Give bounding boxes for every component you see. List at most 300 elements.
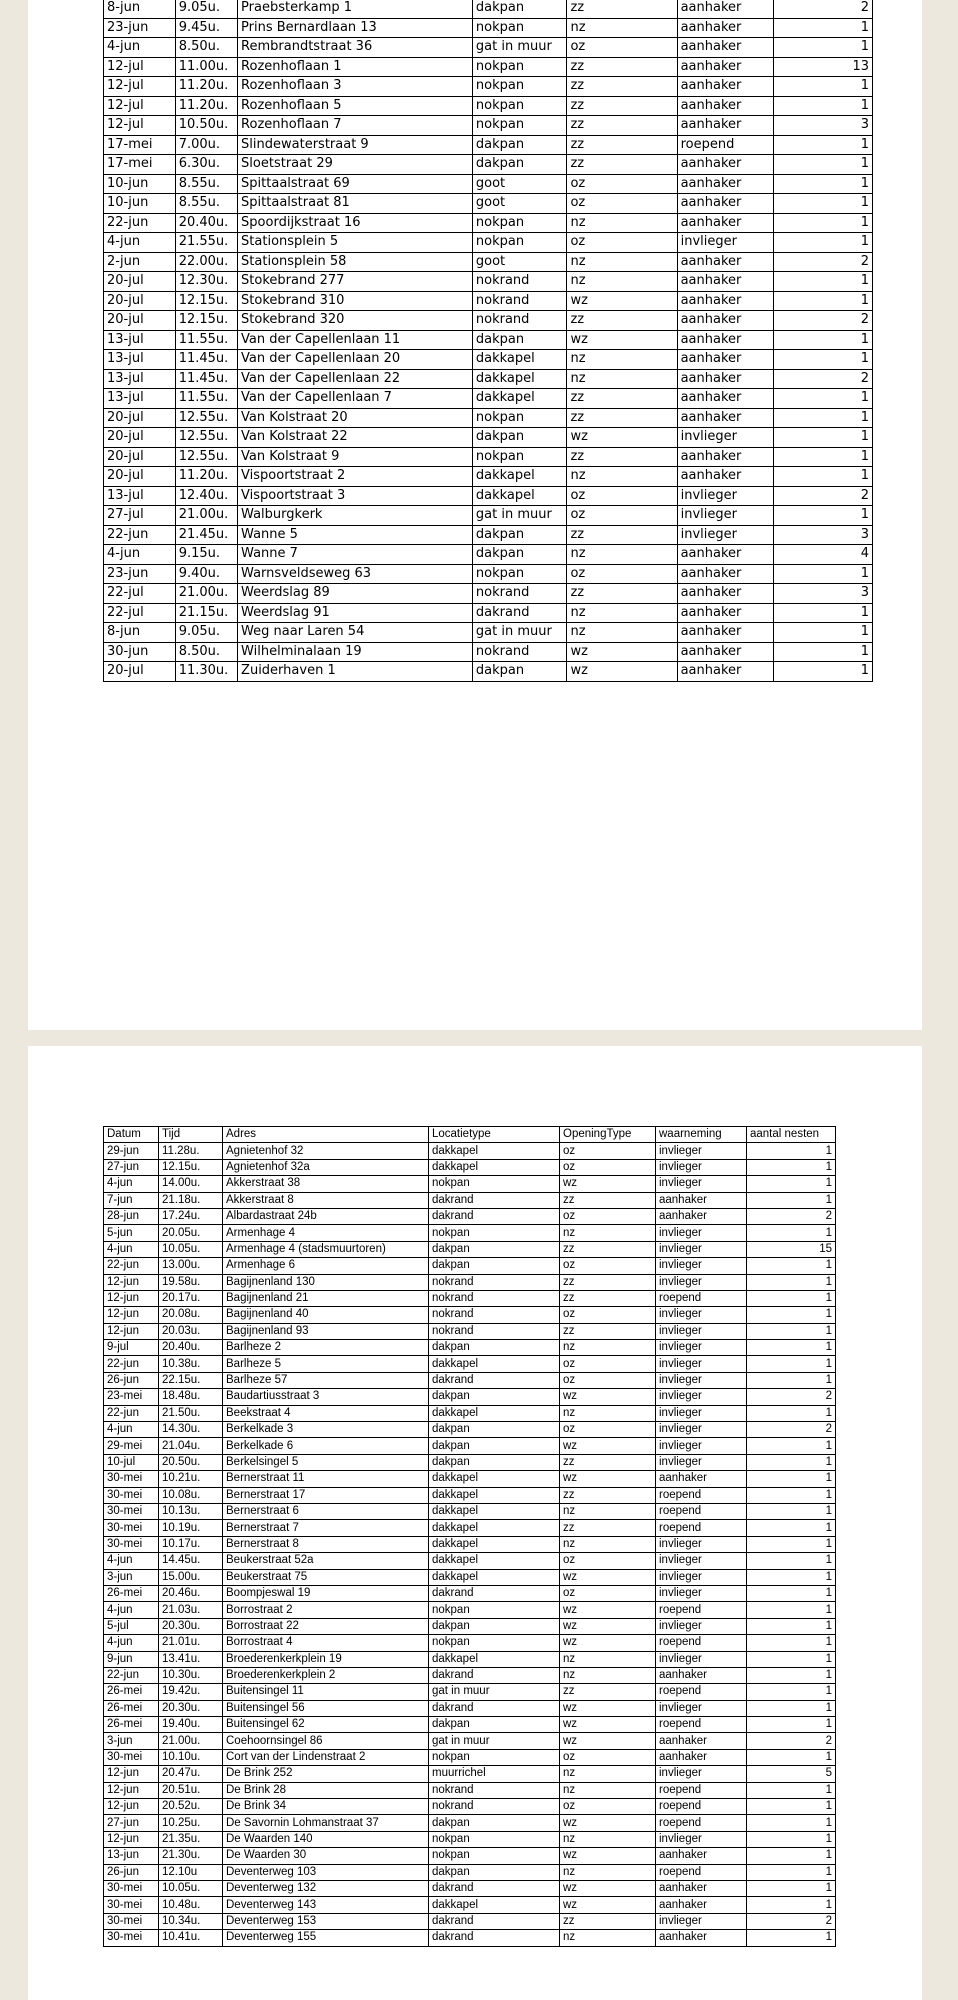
- cell-waarneming: aanhaker: [677, 57, 774, 77]
- table-row: [104, 1733, 836, 1749]
- cell-waarneming: aanhaker: [656, 1897, 747, 1913]
- table-row: [104, 1520, 836, 1536]
- cell-tijd: 13.00u.: [159, 1258, 223, 1274]
- cell-aantal-nesten: 1: [747, 1930, 836, 1946]
- cell-datum: 29-mei: [104, 1438, 159, 1454]
- cell-locatietype: goot: [472, 174, 567, 194]
- cell-datum: 22-jun: [104, 1258, 159, 1274]
- cell-adres: De Waarden 30: [223, 1848, 429, 1864]
- cell-datum: 17-mei: [104, 155, 176, 175]
- cell-waarneming: invlieger: [677, 506, 774, 526]
- cell-tijd: 10.08u.: [159, 1487, 223, 1503]
- cell-openingtype: oz: [560, 1749, 656, 1765]
- table-row: [104, 1208, 836, 1224]
- cell-adres: Cort van der Lindenstraat 2: [223, 1749, 429, 1765]
- cell-tijd: 8.55u.: [175, 174, 237, 194]
- cell-waarneming: aanhaker: [677, 642, 774, 662]
- cell-aantal-nesten: 1: [747, 1176, 836, 1192]
- cell-aantal-nesten: 1: [747, 1700, 836, 1716]
- cell-locatietype: nokpan: [429, 1635, 560, 1651]
- cell-adres: Buitensingel 56: [223, 1700, 429, 1716]
- cell-openingtype: zz: [560, 1192, 656, 1208]
- cell-locatietype: nokrand: [472, 291, 567, 311]
- cell-adres: Barlheze 57: [223, 1372, 429, 1388]
- cell-openingtype: wz: [567, 330, 677, 350]
- cell-waarneming: aanhaker: [677, 291, 774, 311]
- cell-adres: Stokebrand 310: [238, 291, 473, 311]
- cell-datum: 23-jun: [104, 18, 176, 38]
- cell-tijd: 19.40u.: [159, 1717, 223, 1733]
- cell-tijd: 12.40u.: [175, 486, 237, 506]
- table-row: [104, 1389, 836, 1405]
- cell-adres: Bagijnenland 40: [223, 1307, 429, 1323]
- cell-locatietype: dakpan: [472, 525, 567, 545]
- cell-tijd: 9.15u.: [175, 545, 237, 565]
- table-row: [104, 77, 873, 97]
- table-row: [104, 0, 873, 18]
- cell-aantal-nesten: 1: [747, 1618, 836, 1634]
- cell-openingtype: oz: [560, 1356, 656, 1372]
- cell-waarneming: invlieger: [677, 428, 774, 448]
- cell-adres: Walburgkerk: [238, 506, 473, 526]
- cell-locatietype: muurrichel: [429, 1766, 560, 1782]
- cell-openingtype: zz: [560, 1241, 656, 1257]
- cell-waarneming: aanhaker: [677, 174, 774, 194]
- table-row: [104, 662, 873, 682]
- table-row: [104, 1192, 836, 1208]
- cell-aantal-nesten: 1: [747, 1225, 836, 1241]
- cell-aantal-nesten: 1: [747, 1651, 836, 1667]
- cell-waarneming: aanhaker: [677, 350, 774, 370]
- cell-openingtype: zz: [567, 57, 677, 77]
- cell-openingtype: wz: [560, 1635, 656, 1651]
- cell-datum: 4-jun: [104, 233, 176, 253]
- cell-openingtype: wz: [567, 642, 677, 662]
- cell-waarneming: roepend: [656, 1635, 747, 1651]
- cell-aantal-nesten: 2: [747, 1208, 836, 1224]
- cell-openingtype: nz: [560, 1864, 656, 1880]
- table-row: [104, 330, 873, 350]
- cell-aantal-nesten: 1: [774, 18, 873, 38]
- cell-tijd: 18.48u.: [159, 1389, 223, 1405]
- cell-aantal-nesten: 13: [774, 57, 873, 77]
- cell-tijd: 10.19u.: [159, 1520, 223, 1536]
- cell-aantal-nesten: 1: [747, 1159, 836, 1175]
- cell-tijd: 9.40u.: [175, 564, 237, 584]
- cell-locatietype: dakpan: [472, 545, 567, 565]
- cell-waarneming: invlieger: [656, 1372, 747, 1388]
- cell-adres: Bernerstraat 7: [223, 1520, 429, 1536]
- cell-adres: Praebsterkamp 1: [238, 0, 473, 18]
- cell-aantal-nesten: 1: [747, 1782, 836, 1798]
- cell-openingtype: zz: [567, 77, 677, 97]
- cell-adres: Bagijnenland 130: [223, 1274, 429, 1290]
- cell-locatietype: nokrand: [472, 272, 567, 292]
- table-row: [104, 1618, 836, 1634]
- cell-waarneming: invlieger: [656, 1553, 747, 1569]
- table-row: [104, 389, 873, 409]
- table-row: [104, 1487, 836, 1503]
- table-row: [104, 486, 873, 506]
- cell-aantal-nesten: 1: [747, 1799, 836, 1815]
- cell-waarneming: aanhaker: [656, 1471, 747, 1487]
- cell-waarneming: aanhaker: [677, 662, 774, 682]
- cell-datum: 7-jun: [104, 1192, 159, 1208]
- cell-openingtype: zz: [567, 584, 677, 604]
- cell-adres: Berkelkade 3: [223, 1422, 429, 1438]
- cell-openingtype: oz: [567, 506, 677, 526]
- cell-tijd: 11.45u.: [175, 369, 237, 389]
- cell-aantal-nesten: 1: [747, 1569, 836, 1585]
- cell-openingtype: wz: [560, 1438, 656, 1454]
- table-row: [104, 369, 873, 389]
- cell-adres: Stokebrand 277: [238, 272, 473, 292]
- table-row: [104, 96, 873, 116]
- cell-waarneming: aanhaker: [656, 1848, 747, 1864]
- cell-adres: Bernerstraat 8: [223, 1536, 429, 1552]
- cell-datum: 22-jun: [104, 1405, 159, 1421]
- cell-waarneming: aanhaker: [677, 252, 774, 272]
- cell-locatietype: dakrand: [429, 1930, 560, 1946]
- cell-adres: De Savornin Lohmanstraat 37: [223, 1815, 429, 1831]
- cell-aantal-nesten: 1: [747, 1897, 836, 1913]
- cell-tijd: 10.30u.: [159, 1667, 223, 1683]
- cell-tijd: 21.15u.: [175, 603, 237, 623]
- cell-aantal-nesten: 1: [774, 564, 873, 584]
- table-row: [104, 350, 873, 370]
- cell-waarneming: invlieger: [656, 1766, 747, 1782]
- cell-openingtype: nz: [560, 1831, 656, 1847]
- cell-waarneming: roepend: [656, 1520, 747, 1536]
- cell-openingtype: nz: [560, 1225, 656, 1241]
- cell-aantal-nesten: 1: [747, 1864, 836, 1880]
- table-row: [104, 1159, 836, 1175]
- cell-waarneming: roepend: [677, 135, 774, 155]
- table-row: [104, 1831, 836, 1847]
- cell-datum: 30-mei: [104, 1503, 159, 1519]
- cell-waarneming: aanhaker: [677, 96, 774, 116]
- table-row: [104, 1766, 836, 1782]
- cell-adres: Rozenhoflaan 3: [238, 77, 473, 97]
- cell-locatietype: dakpan: [472, 0, 567, 18]
- cell-aantal-nesten: 1: [747, 1356, 836, 1372]
- cell-waarneming: roepend: [656, 1864, 747, 1880]
- cell-locatietype: dakrand: [429, 1667, 560, 1683]
- cell-openingtype: nz: [560, 1503, 656, 1519]
- cell-datum: 27-jul: [104, 506, 176, 526]
- table-row: [104, 18, 873, 38]
- cell-openingtype: wz: [560, 1897, 656, 1913]
- cell-openingtype: nz: [560, 1405, 656, 1421]
- cell-adres: Deventerweg 153: [223, 1913, 429, 1929]
- cell-datum: 20-jul: [104, 272, 176, 292]
- table-row: [104, 642, 873, 662]
- cell-adres: Berkelsingel 5: [223, 1454, 429, 1470]
- cell-tijd: 21.50u.: [159, 1405, 223, 1421]
- cell-adres: Weg naar Laren 54: [238, 623, 473, 643]
- cell-datum: 26-jun: [104, 1864, 159, 1880]
- cell-aantal-nesten: 2: [747, 1389, 836, 1405]
- table-row: [104, 467, 873, 487]
- cell-waarneming: invlieger: [656, 1651, 747, 1667]
- cell-adres: Van Kolstraat 20: [238, 408, 473, 428]
- cell-aantal-nesten: 1: [747, 1471, 836, 1487]
- cell-adres: Broederenkerkplein 19: [223, 1651, 429, 1667]
- cell-waarneming: roepend: [656, 1684, 747, 1700]
- cell-tijd: 14.00u.: [159, 1176, 223, 1192]
- cell-openingtype: oz: [567, 38, 677, 58]
- cell-datum: 12-jun: [104, 1799, 159, 1815]
- cell-locatietype: dakrand: [429, 1585, 560, 1601]
- cell-waarneming: aanhaker: [656, 1733, 747, 1749]
- cell-tijd: 20.30u.: [159, 1618, 223, 1634]
- cell-tijd: 17.24u.: [159, 1208, 223, 1224]
- cell-locatietype: dakpan: [429, 1454, 560, 1470]
- cell-datum: 12-jun: [104, 1307, 159, 1323]
- cell-locatietype: dakrand: [429, 1700, 560, 1716]
- cell-locatietype: goot: [472, 252, 567, 272]
- cell-waarneming: invlieger: [656, 1913, 747, 1929]
- cell-datum: 9-jun: [104, 1651, 159, 1667]
- cell-waarneming: invlieger: [656, 1405, 747, 1421]
- table-row: [104, 1405, 836, 1421]
- cell-locatietype: nokrand: [429, 1307, 560, 1323]
- cell-aantal-nesten: 1: [747, 1454, 836, 1470]
- table-row: [104, 1438, 836, 1454]
- cell-tijd: 9.45u.: [175, 18, 237, 38]
- cell-waarneming: aanhaker: [677, 311, 774, 331]
- cell-adres: Beukerstraat 75: [223, 1569, 429, 1585]
- cell-locatietype: nokpan: [429, 1749, 560, 1765]
- cell-waarneming: invlieger: [656, 1569, 747, 1585]
- cell-datum: 20-jul: [104, 311, 176, 331]
- cell-adres: Albardastraat 24b: [223, 1208, 429, 1224]
- cell-datum: 12-jun: [104, 1274, 159, 1290]
- cell-openingtype: zz: [567, 447, 677, 467]
- cell-tijd: 12.15u.: [175, 311, 237, 331]
- cell-datum: 4-jun: [104, 1602, 159, 1618]
- cell-openingtype: wz: [560, 1880, 656, 1896]
- cell-datum: 20-jul: [104, 662, 176, 682]
- cell-aantal-nesten: 1: [747, 1536, 836, 1552]
- cell-adres: Spittaalstraat 81: [238, 194, 473, 214]
- table-row: [104, 1569, 836, 1585]
- cell-openingtype: zz: [567, 389, 677, 409]
- cell-adres: Akkerstraat 8: [223, 1192, 429, 1208]
- cell-tijd: 20.40u.: [159, 1340, 223, 1356]
- cell-openingtype: oz: [560, 1585, 656, 1601]
- cell-tijd: 10.48u.: [159, 1897, 223, 1913]
- cell-locatietype: dakpan: [472, 155, 567, 175]
- cell-tijd: 20.05u.: [159, 1225, 223, 1241]
- cell-datum: 20-jul: [104, 428, 176, 448]
- cell-locatietype: nokpan: [429, 1848, 560, 1864]
- table-row: [104, 1241, 836, 1257]
- cell-locatietype: nokpan: [472, 233, 567, 253]
- cell-datum: 4-jun: [104, 1422, 159, 1438]
- cell-openingtype: oz: [560, 1799, 656, 1815]
- cell-waarneming: roepend: [656, 1799, 747, 1815]
- cell-adres: Van der Capellenlaan 11: [238, 330, 473, 350]
- cell-aantal-nesten: 1: [747, 1520, 836, 1536]
- cell-tijd: 21.35u.: [159, 1831, 223, 1847]
- cell-aantal-nesten: 1: [774, 233, 873, 253]
- cell-datum: 9-jul: [104, 1340, 159, 1356]
- cell-locatietype: nokrand: [429, 1799, 560, 1815]
- table-row: [104, 1323, 836, 1339]
- cell-openingtype: nz: [567, 603, 677, 623]
- cell-waarneming: invlieger: [656, 1225, 747, 1241]
- cell-openingtype: wz: [560, 1717, 656, 1733]
- cell-locatietype: gat in muur: [429, 1733, 560, 1749]
- cell-waarneming: aanhaker: [656, 1192, 747, 1208]
- cell-tijd: 10.05u.: [159, 1241, 223, 1257]
- cell-datum: 10-jun: [104, 194, 176, 214]
- cell-adres: Bernerstraat 6: [223, 1503, 429, 1519]
- cell-adres: Agnietenhof 32a: [223, 1159, 429, 1175]
- cell-openingtype: nz: [567, 213, 677, 233]
- cell-datum: 8-jun: [104, 0, 176, 18]
- cell-aantal-nesten: 1: [747, 1258, 836, 1274]
- cell-datum: 3-jun: [104, 1569, 159, 1585]
- cell-locatietype: dakkapel: [429, 1487, 560, 1503]
- cell-tijd: 12.10u: [159, 1864, 223, 1880]
- cell-datum: 12-jul: [104, 116, 176, 136]
- table-row: [104, 135, 873, 155]
- table-row: [104, 1635, 836, 1651]
- cell-datum: 13-jul: [104, 486, 176, 506]
- table-row: [104, 194, 873, 214]
- cell-openingtype: wz: [560, 1471, 656, 1487]
- cell-adres: Spoordijkstraat 16: [238, 213, 473, 233]
- cell-aantal-nesten: 1: [747, 1831, 836, 1847]
- header-adres: Adres: [223, 1127, 429, 1143]
- cell-aantal-nesten: 1: [774, 77, 873, 97]
- cell-tijd: 10.25u.: [159, 1815, 223, 1831]
- cell-openingtype: oz: [560, 1553, 656, 1569]
- cell-waarneming: invlieger: [677, 233, 774, 253]
- header-locatietype: Locatietype: [429, 1127, 560, 1143]
- cell-tijd: 8.55u.: [175, 194, 237, 214]
- cell-tijd: 10.21u.: [159, 1471, 223, 1487]
- cell-locatietype: nokpan: [429, 1831, 560, 1847]
- cell-locatietype: dakkapel: [429, 1520, 560, 1536]
- cell-datum: 20-jul: [104, 291, 176, 311]
- cell-tijd: 10.41u.: [159, 1930, 223, 1946]
- cell-locatietype: dakkapel: [472, 369, 567, 389]
- cell-openingtype: zz: [567, 0, 677, 18]
- cell-aantal-nesten: 1: [747, 1405, 836, 1421]
- cell-openingtype: oz: [567, 194, 677, 214]
- cell-adres: Spittaalstraat 69: [238, 174, 473, 194]
- cell-locatietype: dakpan: [429, 1815, 560, 1831]
- cell-openingtype: oz: [560, 1422, 656, 1438]
- cell-tijd: 20.03u.: [159, 1323, 223, 1339]
- cell-openingtype: nz: [567, 18, 677, 38]
- cell-adres: Agnietenhof 32: [223, 1143, 429, 1159]
- cell-adres: Borrostraat 22: [223, 1618, 429, 1634]
- cell-locatietype: nokpan: [472, 77, 567, 97]
- cell-datum: 30-mei: [104, 1536, 159, 1552]
- cell-adres: Van der Capellenlaan 7: [238, 389, 473, 409]
- cell-waarneming: invlieger: [656, 1831, 747, 1847]
- cell-aantal-nesten: 1: [774, 467, 873, 487]
- cell-openingtype: zz: [560, 1913, 656, 1929]
- cell-locatietype: dakkapel: [429, 1471, 560, 1487]
- cell-aantal-nesten: 1: [774, 155, 873, 175]
- cell-openingtype: wz: [560, 1733, 656, 1749]
- cell-datum: 13-jul: [104, 350, 176, 370]
- cell-datum: 12-jun: [104, 1782, 159, 1798]
- cell-aantal-nesten: 1: [747, 1323, 836, 1339]
- cell-adres: Vispoortstraat 3: [238, 486, 473, 506]
- cell-aantal-nesten: 1: [774, 135, 873, 155]
- cell-aantal-nesten: 1: [747, 1684, 836, 1700]
- cell-waarneming: aanhaker: [656, 1880, 747, 1896]
- cell-openingtype: zz: [560, 1290, 656, 1306]
- cell-datum: 10-jun: [104, 174, 176, 194]
- cell-tijd: 20.52u.: [159, 1799, 223, 1815]
- table-row: [104, 623, 873, 643]
- cell-aantal-nesten: 1: [774, 96, 873, 116]
- table-row: [104, 603, 873, 623]
- cell-locatietype: dakkapel: [429, 1503, 560, 1519]
- cell-aantal-nesten: 1: [747, 1717, 836, 1733]
- cell-waarneming: invlieger: [656, 1389, 747, 1405]
- cell-openingtype: zz: [560, 1520, 656, 1536]
- cell-tijd: 22.00u.: [175, 252, 237, 272]
- table-row: [104, 1930, 836, 1946]
- cell-tijd: 9.05u.: [175, 623, 237, 643]
- cell-datum: 23-jun: [104, 564, 176, 584]
- cell-locatietype: nokpan: [429, 1602, 560, 1618]
- table-row: [104, 1848, 836, 1864]
- cell-tijd: 21.04u.: [159, 1438, 223, 1454]
- cell-tijd: 11.30u.: [175, 662, 237, 682]
- cell-locatietype: nokpan: [472, 18, 567, 38]
- cell-waarneming: roepend: [656, 1717, 747, 1733]
- table-row: [104, 116, 873, 136]
- cell-tijd: 10.05u.: [159, 1880, 223, 1896]
- table-row: [104, 1536, 836, 1552]
- cell-datum: 12-jul: [104, 57, 176, 77]
- cell-aantal-nesten: 1: [774, 408, 873, 428]
- table-row: [104, 1749, 836, 1765]
- cell-adres: Deventerweg 103: [223, 1864, 429, 1880]
- table-row: [104, 1176, 836, 1192]
- cell-aantal-nesten: 1: [747, 1143, 836, 1159]
- cell-datum: 17-mei: [104, 135, 176, 155]
- cell-locatietype: dakpan: [429, 1241, 560, 1257]
- cell-datum: 22-jun: [104, 1667, 159, 1683]
- cell-tijd: 8.50u.: [175, 642, 237, 662]
- table-row: [104, 1717, 836, 1733]
- cell-openingtype: nz: [567, 272, 677, 292]
- cell-tijd: 21.03u.: [159, 1602, 223, 1618]
- cell-tijd: 10.10u.: [159, 1749, 223, 1765]
- cell-adres: Van der Capellenlaan 22: [238, 369, 473, 389]
- cell-adres: Beekstraat 4: [223, 1405, 429, 1421]
- cell-waarneming: invlieger: [656, 1307, 747, 1323]
- cell-openingtype: wz: [567, 428, 677, 448]
- cell-openingtype: nz: [567, 350, 677, 370]
- cell-datum: 30-mei: [104, 1471, 159, 1487]
- cell-openingtype: nz: [560, 1782, 656, 1798]
- cell-aantal-nesten: 1: [747, 1307, 836, 1323]
- cell-locatietype: dakpan: [429, 1422, 560, 1438]
- cell-locatietype: nokpan: [472, 213, 567, 233]
- cell-locatietype: gat in muur: [472, 623, 567, 643]
